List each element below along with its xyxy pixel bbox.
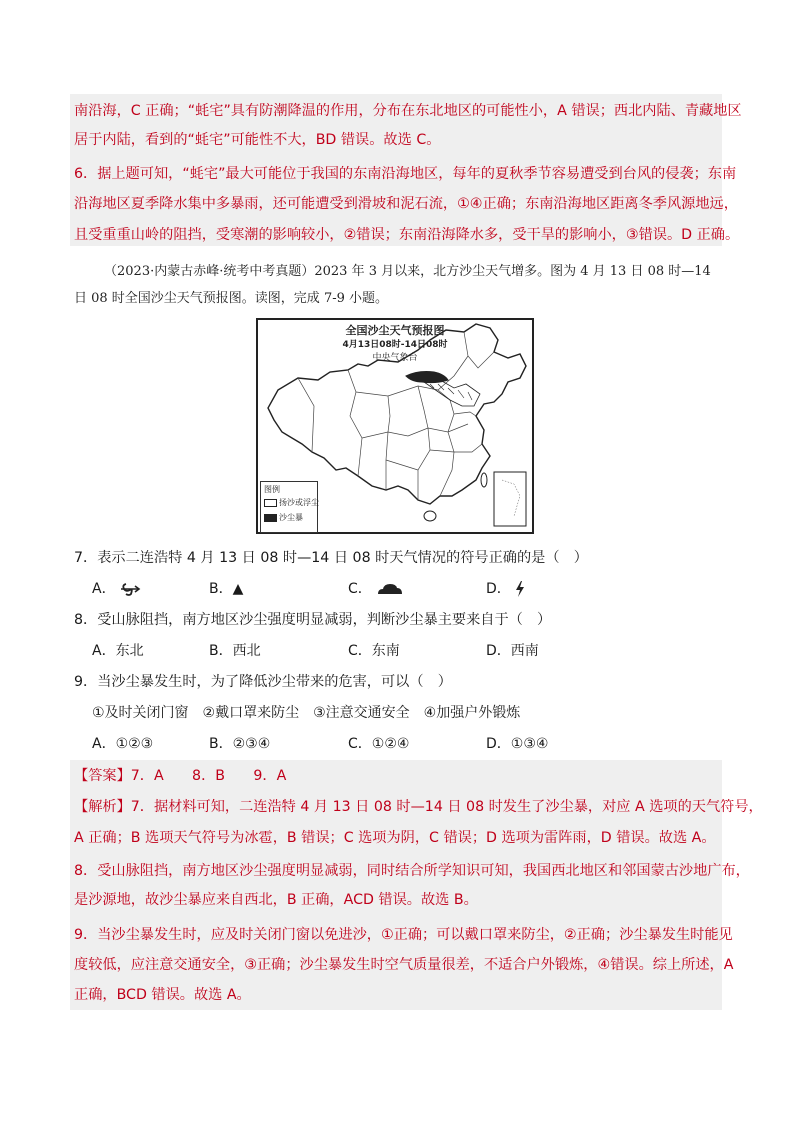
map-agency: 中央气象台 bbox=[372, 353, 418, 363]
analysis-line: 9．当沙尘暴发生时，应及时关闭门窗以免进沙，①正确；可以戴口罩来防尘，②正确；沙尘暴发生时能见 bbox=[74, 927, 733, 943]
answer-text: 7．A 8．B 9．A bbox=[130, 768, 287, 784]
q9-option-b bbox=[209, 735, 270, 753]
analysis-line: A 正确；B 选项天气符号为冰雹，B 错误；C 选项为阴，C 错误；D 选项为雷阵雨，D 错误。故选 A。 bbox=[74, 830, 716, 846]
option-text: ①②④ bbox=[371, 736, 410, 752]
question-7-stem: 7．表示二连浩特 4 月 13 日 08 时—14 日 08 时天气情况的符号正确的是（ ） bbox=[74, 550, 588, 566]
legend-label: 扬沙或浮尘 bbox=[279, 498, 319, 507]
question-8-stem: 8．受山脉阻挡，南方地区沙尘强度明显减弱，判断沙尘暴主要来自于（ ） bbox=[74, 612, 552, 628]
option-text: ①②③ bbox=[115, 736, 154, 752]
overcast-symbol-icon bbox=[376, 582, 404, 596]
option-label: C． bbox=[348, 581, 372, 597]
option-label: A． bbox=[92, 643, 116, 659]
map-title: 全国沙尘天气预报图 bbox=[345, 324, 445, 337]
analysis-line bbox=[74, 798, 763, 816]
question-9-stem: 9．当沙尘暴发生时，为了降低沙尘带来的危害，可以（ ） bbox=[74, 674, 452, 690]
q7-option-d bbox=[486, 580, 525, 598]
legend-item bbox=[264, 512, 303, 523]
q8-option-a bbox=[92, 642, 144, 660]
q9-option-a bbox=[92, 735, 153, 753]
explanation-line: 南沿海，C 正确；“蚝宅”具有防潮降温的作用，分布在东北地区的可能性小，A 错误；西北内陆、青藏地区 bbox=[74, 103, 742, 119]
answer-line bbox=[74, 767, 286, 785]
answer-tag: 【答案】 bbox=[74, 768, 131, 784]
legend-item bbox=[264, 497, 319, 508]
analysis-line: 8．受山脉阻挡，南方地区沙尘强度明显减弱，同时结合所学知识可知，我国西北地区和邻国蒙古沙地广布， bbox=[74, 863, 750, 879]
blowing-dust-swatch bbox=[264, 499, 277, 507]
option-label: B． bbox=[209, 643, 233, 659]
option-label: C． bbox=[348, 736, 372, 752]
option-text: ①③④ bbox=[510, 736, 549, 752]
option-text: 西北 bbox=[232, 643, 261, 659]
q7-option-b bbox=[209, 580, 243, 598]
q7-option-c bbox=[348, 580, 404, 598]
option-text: 东北 bbox=[115, 643, 144, 659]
option-label: C． bbox=[348, 643, 372, 659]
q8-option-b bbox=[209, 642, 261, 660]
question-intro: （2023·内蒙古赤峰·统考中考真题）2023 年 3 月以来，北方沙尘天气增多。图为 4 月 13 日 08 时—14 bbox=[104, 264, 711, 279]
explanation-line: 6．据上题可知，“蚝宅”最大可能位于我国的东南沿海地区，每年的夏秋季节容易遭受到台风的侵袭；东南 bbox=[74, 166, 737, 182]
question-intro: 日 08 时全国沙尘天气预报图。读图，完成 7-9 小题。 bbox=[74, 291, 389, 306]
option-text: 西南 bbox=[510, 643, 539, 659]
analysis-line: 是沙源地，故沙尘暴应来自西北，B 正确，ACD 错误。故选 B。 bbox=[74, 892, 478, 908]
q8-option-d bbox=[486, 642, 539, 660]
map-legend bbox=[260, 481, 318, 533]
explanation-line: 且受重重山岭的阻挡，受寒潮的影响较小，②错误；东南沿海降水多，受干旱的影响小，③错误。D 正确。 bbox=[74, 227, 740, 243]
hail-symbol-icon: ▲ bbox=[232, 581, 244, 597]
option-label: A． bbox=[92, 736, 116, 752]
option-text: 东南 bbox=[371, 643, 400, 659]
option-label: B． bbox=[209, 581, 233, 597]
dust-forecast-map bbox=[256, 318, 534, 534]
map-subtitle: 4月13日08时-14日08时 bbox=[342, 340, 448, 350]
option-label: A． bbox=[92, 581, 116, 597]
sandstorm-symbol-icon bbox=[120, 581, 142, 597]
option-label: D． bbox=[486, 581, 511, 597]
analysis-tag: 【解析】 bbox=[74, 799, 131, 815]
q9-option-c bbox=[348, 735, 409, 753]
thunder-shower-symbol-icon bbox=[515, 581, 525, 597]
question-9-statements: ①及时关闭门窗 ②戴口罩来防尘 ③注意交通安全 ④加强户外锻炼 bbox=[92, 705, 521, 721]
q9-option-d bbox=[486, 735, 548, 753]
legend-title: 图例 bbox=[264, 485, 280, 494]
analysis-text: 7．据材料可知，二连浩特 4 月 13 日 08 时—14 日 08 时发生了沙尘暴，对应 A 选项的天气符号， bbox=[130, 799, 763, 815]
explanation-line: 沿海地区夏季降水集中多暴雨，还可能遭受到滑坡和泥石流，①④正确；东南沿海地区距离冬季风源地远， bbox=[74, 196, 738, 212]
analysis-line: 正确，BCD 错误。故选 A。 bbox=[74, 987, 251, 1003]
option-label: D． bbox=[486, 736, 511, 752]
explanation-line: 居于内陆，看到的“蚝宅”可能性不大，BD 错误。故选 C。 bbox=[74, 132, 441, 148]
option-text: ②③④ bbox=[232, 736, 271, 752]
q7-option-a bbox=[92, 580, 142, 598]
q8-option-c bbox=[348, 642, 400, 660]
analysis-line: 度较低，应注意交通安全，③正确；沙尘暴发生时空气质量很差，不适合户外锻炼，④错误。综上所述，A bbox=[74, 957, 734, 973]
sandstorm-swatch bbox=[264, 514, 277, 522]
option-label: D． bbox=[486, 643, 511, 659]
option-label: B． bbox=[209, 736, 233, 752]
legend-label: 沙尘暴 bbox=[279, 513, 303, 522]
